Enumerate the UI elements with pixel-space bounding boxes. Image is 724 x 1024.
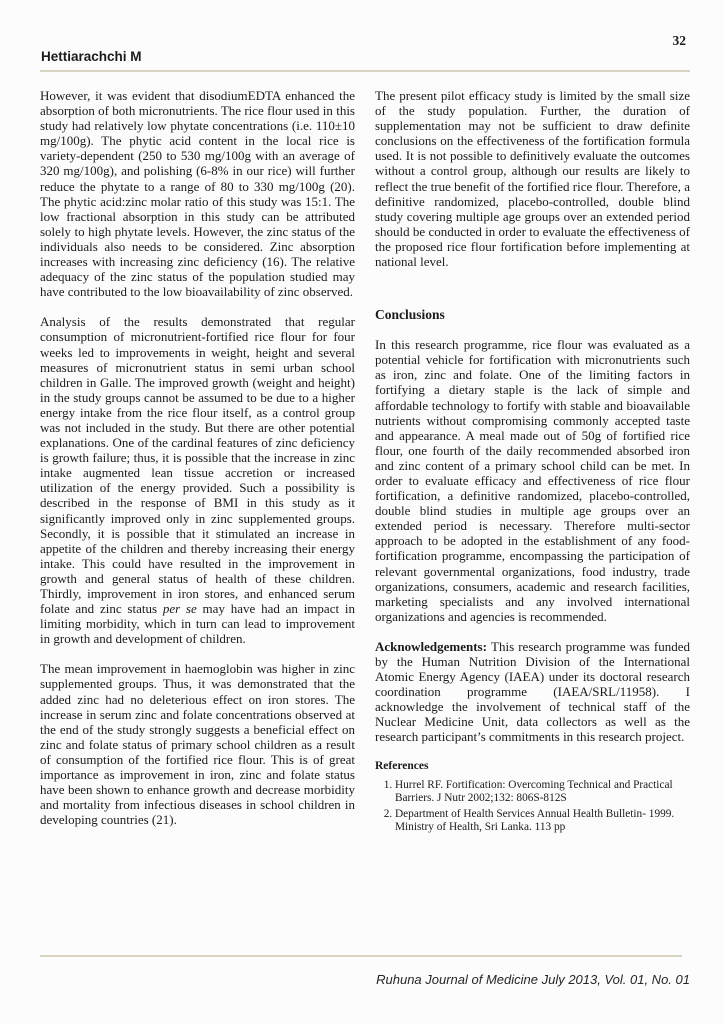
text-segment: Analysis of the results demonstrated that regular consumption of micronutrient-fortified rice flour for four weeks led to improvements in weight, height and several measures of micronutrient status in semi urban school children in Galle. The improved growth (weight and height) in the study groups cannot be assumed to be due to a higher energy intake from the rice flour itself, as a control group was not included in the study. But there are other potential explanations. One of the cardinal features of zinc deficiency is growth failure; thus, it is possible that the increase in zinc intake augmented lean tissue accretion or increased utilization of the energy provided. Such a possibility is described in the response of BMI in this study as it significantly improved only in zinc supplemented groups. Secondly, it is possible that it stimulated an increase in appetite of the children and thereby increasing their energy intake. This could have resulted in the improvement in growth and general status of health of these children. Thirdly, improvement in iron stores, and enhanced serum folate and zinc status	[40, 314, 355, 617]
paragraph-results-analysis	[40, 314, 355, 646]
text-segment: per se	[162, 601, 197, 617]
paragraph-haemoglobin: The mean improvement in haemoglobin was higher in zinc supplemented groups. Thus, it was demonstrated that the added zinc had no deleterious effect on iron stores. The increase in serum zinc and folate concentrations observed at the end of the study strongly suggests a beneficial effect on zinc and folate status of primary school children as a result of consumption of the fortified rice flour. This is of great importance as improvement in iron, zinc and folate status have been shown to enhance growth and decrease morbidity and mortality from infectious diseases in school children in developing countries (21).	[40, 661, 355, 828]
running-head: Hettiarachchi M	[41, 49, 142, 64]
header-divider	[40, 70, 690, 72]
page-number: 32	[672, 33, 686, 48]
conclusions-heading: Conclusions	[375, 307, 445, 323]
reference-item: 1. Hurrel RF. Fortification: Overcoming Technical and Practical Barriers. J Nutr 2002;132: 806S-812S	[395, 779, 690, 806]
paragraph-phytate-discussion: However, it was evident that disodiumEDTA enhanced the absorption of both micronutrients. The rice flour used in this study had relatively low phytate concentrations (i.e. 110±10 mg/100g). The phytic acid content in the local rice is variety-dependent (250 to 530 mg/100g with an average of 320 mg/100g), and polishing (6-8% in our rice) will further reduce the phytate to a range of 80 to 330 mg/100g (20). The phytic acid:zinc molar ratio of this study was 15:1. The low fractional absorption in this study can be attributed solely to high phytate levels. However, the zinc status of the individuals also needs to be considered. Zinc absorption increases with increasing zinc deficiency (16). The relative adequacy of the zinc status of the population studied may have contributed to the low bioavailability of zinc observed.	[40, 88, 355, 300]
references-heading: References	[375, 759, 429, 772]
text-segment: This research programme was funded by the Human Nutrition Division of the International Atomic Energy Agency (IAEA) under its doctoral research coordination programme (IAEA/SRL/11958). I acknowledge the involvement of technical staff of the Nuclear Medicine Unit, data collectors as well as the research participant’s commitments in this research project.	[375, 638, 691, 745]
paragraph-limitations: The present pilot efficacy study is limited by the small size of the study population. Further, the duration of supplementation may not be sufficient to draw definite conclusions on the effectiveness of the fortification formula used. It is not possible to definitively evaluate the outcomes without a control group, although our results are likely to reflect the true benefit of the fortified rice flour. Therefore, a definitive randomized, placebo-controlled, double blind study covering multiple age groups over an extended period should be conducted in order to evaluate the effectiveness of the proposed rice flour fortification before implementing at national level.	[375, 88, 690, 270]
journal-footer: Ruhuna Journal of Medicine July 2013, Vol. 01, No. 01	[376, 972, 690, 987]
right-column	[375, 88, 690, 842]
paragraph-acknowledgements	[375, 639, 690, 745]
text-segment: may have had an impact in limiting morbidity, which in turn can lead to improvement in growth and development of children.	[40, 601, 355, 647]
text-segment: Acknowledgements:	[375, 638, 492, 654]
two-column-body	[40, 88, 690, 842]
references-list	[375, 779, 690, 835]
footer-divider	[40, 955, 682, 957]
left-column	[40, 88, 355, 842]
paragraph-conclusions: In this research programme, rice flour was evaluated as a potential vehicle for fortification with micronutrients such as iron, zinc and folate. One of the limiting factors in fortifying a dietary staple is the lack of simple and affordable technology to fortify with stable and bioavailable nutrients without compromising commonly accepted taste and appearance. A meal made out of 50g of fortified rice flour, one fourth of the daily recommended absorbed iron and zinc content of a primary school child can be met. In order to evaluate efficacy and effectiveness of rice flour fortification, a definitive randomized, placebo-controlled, double blind studies in multiple age groups over an extended period is necessary. Therefore multi-sector approach to be adopted in the establishment of any food-fortification programme, encompassing the participation of relevant governmental organizations, food industry, trade organizations, consumers, academic and research facilities, marketing specialists and any involved international organizations and agencies is recommended.	[375, 337, 690, 624]
reference-item: 2. Department of Health Services Annual Health Bulletin- 1999. Ministry of Health, Sri Lanka. 113 pp	[395, 808, 690, 835]
